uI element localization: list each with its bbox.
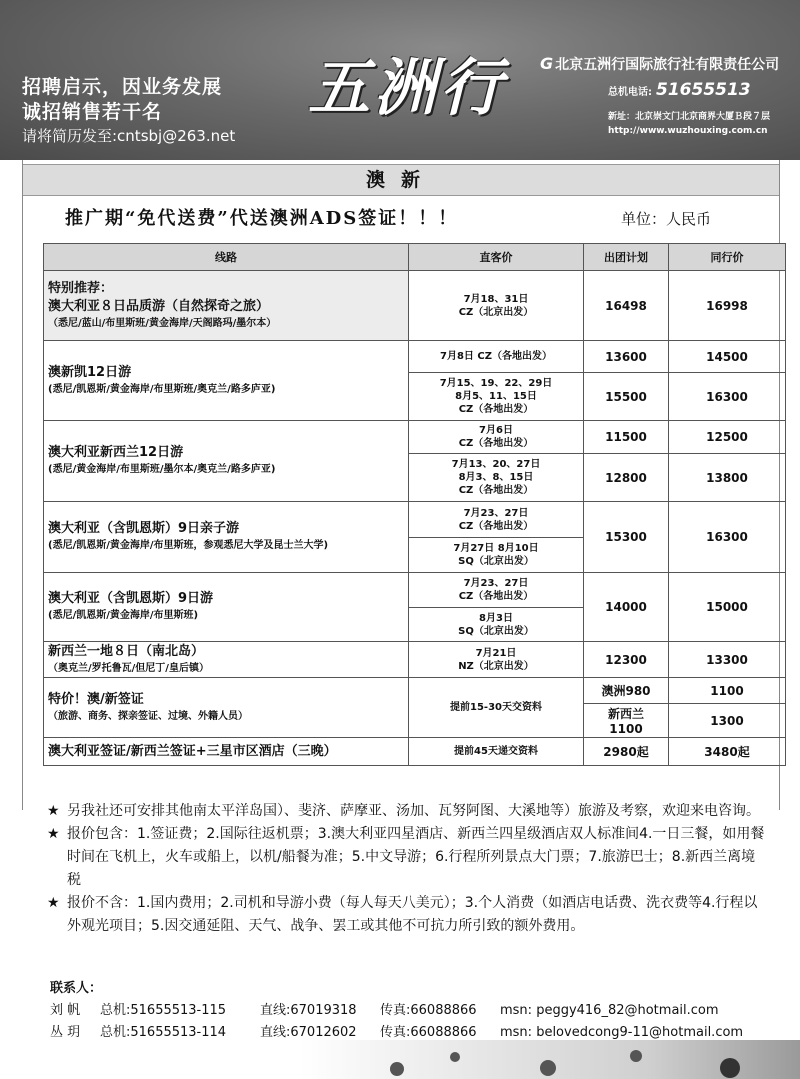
- table-row: [44, 573, 786, 608]
- peer-price: 16300: [669, 373, 786, 421]
- peer-price: 1100: [669, 678, 786, 704]
- direct-price: 12300: [584, 642, 669, 678]
- logo-text: 五洲行: [307, 51, 506, 124]
- departure-cell: 7月13、20、27日 8月3、8、15日 CZ（各地出发）: [409, 454, 584, 502]
- direct-price: 新西兰 1100: [584, 704, 669, 738]
- company-name: G 北京五洲行国际旅行社有限责任公司: [540, 54, 780, 73]
- peer-price: 15000: [669, 573, 786, 642]
- route-cell: 新西兰一地８日（南北岛） （奥克兰/罗托鲁瓦/但尼丁/皇后镇）: [44, 642, 409, 678]
- departure-cell: 7月27日 8月10日 SQ（北京出发）: [409, 538, 584, 573]
- contact-name: 丛 玥: [50, 1025, 81, 1040]
- departure-cell: 提前45天递交资料: [409, 738, 584, 766]
- route-cell: 澳大利亚（含凯恩斯）9日亲子游 (悉尼/凯恩斯/黄金海岸/布里斯班，参观悉尼大学及昆士兰大学): [44, 502, 409, 573]
- peer-price: 1300: [669, 704, 786, 738]
- contact-direct-line: 直线:67019318: [260, 1003, 357, 1018]
- contact-msn[interactable]: msn: belovedcong9-11@hotmail.com: [500, 1025, 744, 1040]
- decoration-ball: [390, 1062, 404, 1076]
- route-cell: 澳新凯12日游 (悉尼/凯恩斯/黄金海岸/布里斯班/奥克兰/路多庐亚): [44, 341, 409, 421]
- departure-cell: 7月21日 NZ（北京出发）: [409, 642, 584, 678]
- contact-switchboard: 总机:51655513-114: [100, 1025, 227, 1040]
- peer-price: 12500: [669, 421, 786, 454]
- note-item: ★ 另我社还可安排其他南太平洋岛国）、斐济、萨摩亚、汤加、瓦努阿图、大溪地等）旅游及考察，欢迎来电咨询。: [47, 800, 767, 823]
- section-title: 澳新: [23, 164, 779, 196]
- route-cell: 特别推荐： 澳大利亚８日品质游（自然探奇之旅） （悉尼/蓝山/布里斯班/黄金海岸/天阁路玛/墨尔本）: [44, 271, 409, 341]
- direct-price: 澳洲980: [584, 678, 669, 704]
- content-panel: [22, 160, 780, 810]
- star-icon: ★: [47, 826, 60, 842]
- table-row: [44, 502, 786, 538]
- table-row: [44, 642, 786, 678]
- departure-cell: 7月23、27日 CZ（各地出发）: [409, 502, 584, 538]
- direct-price: 15300: [584, 502, 669, 573]
- table-header-row: [44, 244, 786, 271]
- phone-label: 总机电话:: [608, 87, 652, 98]
- header-banner: [0, 0, 800, 160]
- company-logo: [292, 20, 522, 138]
- currency-unit: 单位：人民币: [621, 210, 712, 228]
- route-cell: 澳大利亚新西兰12日游 (悉尼/黄金海岸/布里斯班/墨尔本/奥克兰/路多庐亚): [44, 421, 409, 502]
- footer-decoration: [300, 1040, 800, 1079]
- peer-price: 16998: [669, 271, 786, 341]
- contact-fax: 传真:66088866: [380, 1003, 477, 1018]
- departure-cell: 7月15、19、22、29日 8月5、11、15日 CZ（各地出发）: [409, 373, 584, 421]
- contact-direct-line: 直线:67012602: [260, 1025, 357, 1040]
- table-row: [44, 341, 786, 373]
- header-direct-price: 直客价: [409, 244, 584, 271]
- contacts-section: [50, 978, 744, 1044]
- route-cell: 特价！澳/新签证 （旅游、商务、探亲签证、过境、外籍人员）: [44, 678, 409, 738]
- departure-cell: 7月23、27日 CZ（各地出发）: [409, 573, 584, 608]
- route-table: [43, 243, 786, 766]
- direct-price: 12800: [584, 454, 669, 502]
- contacts-title: 联系人：: [50, 981, 103, 996]
- star-icon: ★: [47, 803, 60, 819]
- company-url[interactable]: http://www.wuzhouxing.com.cn: [608, 126, 768, 136]
- contact-switchboard: 总机:51655513-115: [100, 1003, 227, 1018]
- recruit-email[interactable]: 请将简历发至:cntsbj@263.net: [22, 127, 236, 145]
- departure-cell: 8月3日 SQ（北京出发）: [409, 608, 584, 642]
- header-schedule: 出团计划: [584, 244, 669, 271]
- departure-cell: 7月8日 CZ（各地出发）: [409, 341, 584, 373]
- header-peer-price: 同行价: [669, 244, 786, 271]
- phone-number: 51655513: [656, 80, 751, 100]
- notes-section: [47, 800, 767, 938]
- contact-msn[interactable]: msn: peggy416_82@hotmail.com: [500, 1003, 719, 1018]
- decoration-ball: [540, 1060, 556, 1076]
- note-item: ★ 报价包含：1.签证费；2.国际往返机票；3.澳大利亚四星酒店、新西兰四星级酒店双人标准间4.一日三餐，如用餐时间在飞机上，火车或船上，以机/船餐为准；5.中文导游；6.行程所列景点大门票；7.旅游巴士；8.新西兰离境税: [47, 823, 767, 892]
- departure-cell: 提前15-30天交资料: [409, 678, 584, 738]
- header-route: 线路: [44, 244, 409, 271]
- peer-price: 14500: [669, 341, 786, 373]
- promo-headline: 推广期“免代送费”代送澳洲ADS签证！！！: [65, 208, 459, 229]
- peer-price: 13800: [669, 454, 786, 502]
- contact-name: 刘 帆: [50, 1003, 81, 1018]
- route-cell: 澳大利亚签证/新西兰签证+三星市区酒店（三晚）: [44, 738, 409, 766]
- table-row: [44, 738, 786, 766]
- contact-row: [50, 1022, 744, 1044]
- direct-price: 15500: [584, 373, 669, 421]
- table-row: [44, 421, 786, 454]
- star-icon: ★: [47, 895, 60, 911]
- recruit-headline: 招聘启示，因业务发展: [22, 76, 223, 98]
- decoration-ball: [630, 1050, 642, 1062]
- peer-price: 16300: [669, 502, 786, 573]
- direct-price: 16498: [584, 271, 669, 341]
- peer-price: 13300: [669, 642, 786, 678]
- phone-row: [608, 80, 751, 100]
- brand-g-icon: G: [540, 54, 554, 73]
- peer-price: 3480起: [669, 738, 786, 766]
- departure-cell: 7月6日 CZ（各地出发）: [409, 421, 584, 454]
- decoration-ball: [450, 1052, 460, 1062]
- direct-price: 14000: [584, 573, 669, 642]
- recruit-subline: 诚招销售若干名: [22, 101, 163, 123]
- direct-price: 13600: [584, 341, 669, 373]
- route-cell: 澳大利亚（含凯恩斯）9日游 (悉尼/凯恩斯/黄金海岸/布里斯班): [44, 573, 409, 642]
- direct-price: 11500: [584, 421, 669, 454]
- table-row: [44, 678, 786, 704]
- note-item: ★ 报价不含：1.国内费用；2.司机和导游小费（每人每天八美元）；3.个人消费（如酒店电话费、洗衣费等4.行程以外观光项目；5.因交通延阻、天气、战争、罢工或其他不可抗力所引致的额外费用。: [47, 892, 767, 938]
- table-row: [44, 271, 786, 341]
- company-address: 新址：北京崇文门北京商界大厦Ｂ段７层: [608, 112, 771, 122]
- direct-price: 2980起: [584, 738, 669, 766]
- contact-row: [50, 1000, 719, 1022]
- company-info: [540, 50, 795, 150]
- contact-fax: 传真:66088866: [380, 1025, 477, 1040]
- decoration-ball: [720, 1058, 740, 1078]
- departure-cell: 7月18、31日 CZ（北京出发）: [409, 271, 584, 341]
